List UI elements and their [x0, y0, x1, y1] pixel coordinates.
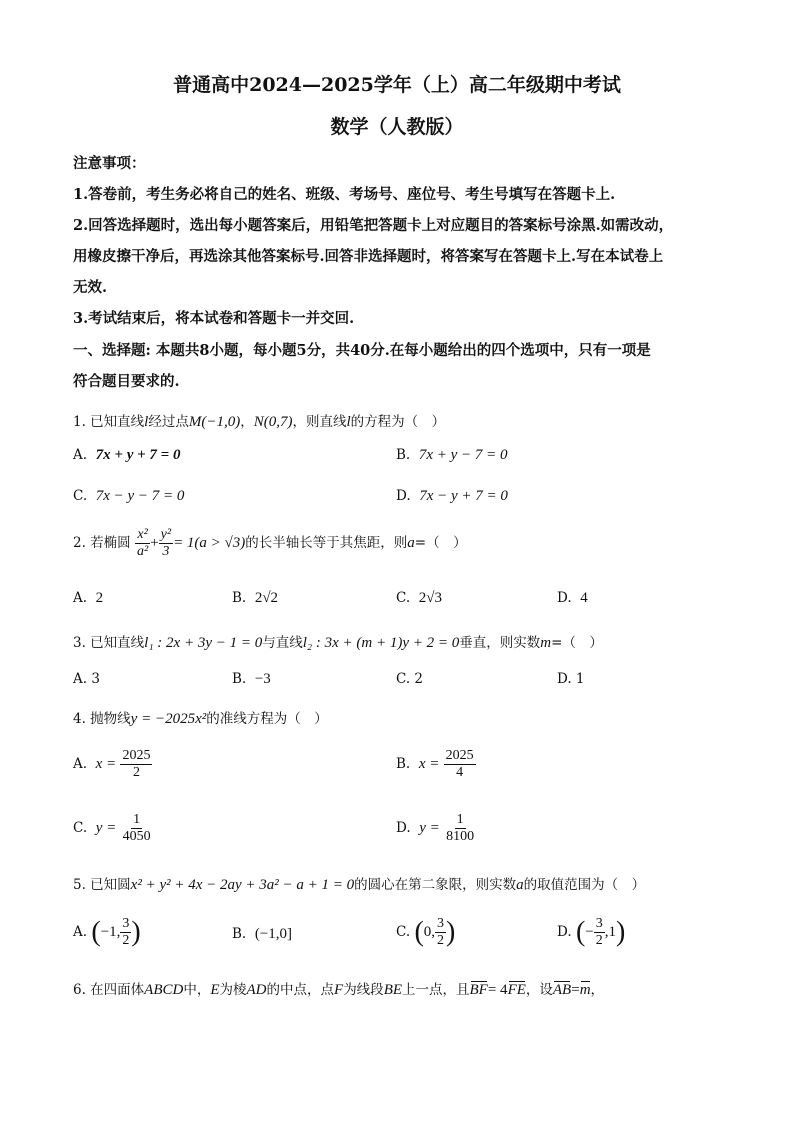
- option-value: 2: [95, 590, 104, 606]
- denominator: 4: [456, 765, 464, 780]
- q6-eq: =: [571, 982, 580, 998]
- notice-item-2: 2.回答选择题时，选出每小题答案后，用铅笔把答题卡上对应题目的答案标号涂黑.如需改动，: [73, 217, 674, 234]
- option-label: A.: [73, 590, 88, 606]
- q1-text: 经过点: [148, 414, 189, 430]
- q1-option-c[interactable]: [73, 488, 184, 505]
- q3-text: 与直线: [262, 635, 303, 651]
- q3-line-l1: l₁ : 2x + 3y − 1 = 0: [144, 635, 263, 651]
- option-fraction: [120, 916, 131, 949]
- q1-text: 1. 已知直线: [73, 414, 145, 430]
- q1-line-l: l: [346, 414, 351, 430]
- option-label: A.: [73, 756, 88, 772]
- q4-option-c[interactable]: [73, 812, 153, 845]
- q2-fraction-y: [159, 527, 173, 560]
- denominator: 2: [595, 933, 603, 948]
- option-value: 4: [580, 590, 588, 606]
- denominator: a²: [136, 544, 149, 559]
- notice-item-2-cont: 用橡皮擦干净后，再选涂其他答案标号.回答非选择题时，将答案写在答题卡上.写在本试卷上: [73, 248, 664, 265]
- q6-text: 为棱: [219, 982, 247, 998]
- denominator: 2: [122, 933, 130, 948]
- q6-tetrahedron: ABCD: [144, 982, 184, 998]
- q2-option-a[interactable]: [73, 590, 103, 607]
- option-pre: 0,: [423, 924, 436, 940]
- numerator: 2025: [122, 748, 151, 763]
- q3-line-l2: l₂ : 3x + (m + 1)y + 2 = 0: [302, 635, 460, 651]
- option-label: B.: [396, 756, 411, 772]
- q1-line-l: l: [144, 414, 149, 430]
- option-lhs: x =: [418, 756, 440, 772]
- option-value: 7x + y + 7 = 0: [95, 447, 181, 463]
- q6-text: ，设: [525, 982, 553, 998]
- exam-title: 普通高中2024—2025学年（上）高二年级期中考试: [173, 74, 621, 96]
- q6-text: 中，: [183, 982, 211, 998]
- q5-option-c[interactable]: [396, 916, 455, 949]
- q5-text: 5. 已知圆: [73, 877, 131, 893]
- denominator: 4050: [122, 829, 151, 844]
- q5-option-d[interactable]: [557, 916, 625, 949]
- numerator: y²: [160, 527, 172, 542]
- option-label: C.: [396, 924, 411, 940]
- option-label: B.: [232, 926, 247, 942]
- paren: (: [414, 916, 424, 948]
- q6-point-f: F: [334, 982, 344, 998]
- exam-subtitle: 数学（人教版）: [330, 116, 464, 138]
- q5-option-a[interactable]: [73, 916, 141, 949]
- paren: ): [446, 916, 456, 948]
- question-2-stem: [73, 527, 467, 560]
- denominator: 3: [162, 544, 170, 559]
- paren: (: [91, 916, 101, 948]
- q6-vector-fe: FE: [507, 982, 526, 998]
- option-label: C.: [396, 590, 411, 606]
- q3-option-b[interactable]: [232, 671, 271, 688]
- numerator: x²: [137, 527, 148, 542]
- notice-item-1: 1.答卷前，考生务必将自己的姓名、班级、考场号、座位号、考生号填写在答题卡上.: [73, 186, 616, 203]
- option-value: 7x − y − 7 = 0: [95, 488, 185, 504]
- section-heading: 一、选择题: 本题共8小题，每小题5分，共40分.在每小题给出的四个选项中，只有一项是: [73, 342, 651, 359]
- q5-option-b[interactable]: [232, 926, 292, 943]
- numerator: 1: [456, 812, 464, 827]
- option-label: D.: [396, 488, 411, 504]
- q5-var-a: a: [516, 877, 524, 893]
- q1-text: 的方程为（ ）: [350, 414, 446, 430]
- denominator: 2: [132, 765, 140, 780]
- q3-option-d[interactable]: [557, 671, 585, 687]
- q5-text: 的取值范围为（ ）: [523, 877, 646, 893]
- q6-segment-be: BE: [383, 982, 403, 998]
- option-label: A.: [73, 447, 88, 463]
- q3-text: 3. 已知直线: [73, 635, 145, 651]
- q1-point-n: N(0,7): [253, 414, 293, 430]
- option-lhs: y =: [419, 820, 440, 836]
- q4-text: 4. 抛物线: [73, 711, 131, 727]
- q2-var-a: a: [407, 535, 415, 551]
- q3-var-m: m: [540, 635, 552, 651]
- q6-point-e: E: [210, 982, 220, 998]
- option-pre: −1,: [100, 924, 121, 940]
- option-value: −3: [254, 671, 271, 687]
- q2-text: 的长半轴长等于其焦距，则: [245, 535, 408, 551]
- q1-option-d[interactable]: [396, 488, 508, 505]
- option-lhs: y =: [95, 820, 117, 836]
- option-pre: −: [585, 924, 594, 940]
- q6-eq: = 4: [487, 982, 508, 998]
- q4-option-a[interactable]: [73, 748, 152, 781]
- notice-heading: 注意事项：: [73, 155, 146, 172]
- paren: ): [131, 916, 141, 948]
- q2-text: 2. 若椭圆: [73, 535, 131, 551]
- q4-option-d[interactable]: [396, 812, 476, 845]
- option-label: B.: [396, 447, 411, 463]
- q6-vector-ab: AB: [552, 982, 572, 998]
- numerator: 3: [122, 916, 130, 931]
- notice-item-2-end: 无效.: [73, 279, 108, 296]
- option-label: D.: [557, 924, 572, 940]
- q5-equation: x² + y² + 4x − 2ay + 3a² − a + 1 = 0: [130, 877, 355, 893]
- paren: ): [615, 916, 626, 948]
- question-3-stem: [73, 631, 603, 652]
- numerator: 3: [595, 916, 603, 931]
- q4-option-b[interactable]: [396, 748, 476, 781]
- question-1-stem: [73, 410, 445, 431]
- q3-option-a[interactable]: [73, 671, 100, 687]
- q2-condition: = 1(a > √3): [173, 535, 246, 551]
- option-label: B.: [232, 671, 247, 687]
- q1-point-m: M(−1,0): [188, 414, 241, 430]
- option-value: 7x + y − 7 = 0: [418, 447, 508, 463]
- q6-text: ，: [590, 982, 605, 998]
- option-label: C.: [73, 820, 88, 836]
- q1-option-a[interactable]: [73, 447, 180, 464]
- numerator: 3: [437, 916, 445, 931]
- section-heading-cont: 符合题目要求的.: [73, 373, 180, 390]
- plus-sign: +: [150, 535, 159, 551]
- notice-item-3: 3.考试结束后，将本试卷和答题卡一并交回.: [73, 310, 355, 327]
- q6-vector-m: m: [579, 982, 591, 998]
- q2-text: =（ ）: [414, 535, 467, 551]
- option-fraction: [444, 812, 476, 845]
- q2-fraction-x: [135, 527, 150, 560]
- q2-option-d[interactable]: [557, 590, 588, 607]
- q4-text: 的准线方程为（ ）: [206, 711, 328, 727]
- option-value: D. 1: [557, 671, 585, 687]
- q6-text: 为线段: [343, 982, 384, 998]
- option-value: A. 3: [73, 671, 100, 687]
- q1-option-b[interactable]: [396, 447, 508, 464]
- option-fraction: [435, 916, 446, 949]
- option-value: C. 2: [396, 671, 424, 687]
- option-post: ,1: [604, 924, 616, 940]
- q2-option-c[interactable]: [396, 590, 442, 607]
- denominator: 2: [437, 933, 445, 948]
- q3-text: 垂直，则实数: [459, 635, 541, 651]
- q5-text: 的圆心在第二象限，则实数: [354, 877, 517, 893]
- q6-text: 上一点，且: [402, 982, 470, 998]
- q2-option-b[interactable]: [232, 590, 278, 607]
- question-4-stem: [73, 707, 328, 728]
- q3-text: =（ ）: [551, 635, 603, 651]
- option-value: (−1,0]: [254, 926, 293, 942]
- option-label: A.: [73, 924, 88, 940]
- denominator: 8100: [446, 829, 475, 844]
- option-label: D.: [396, 820, 411, 836]
- option-label: C.: [73, 488, 88, 504]
- q1-text: ，则直线: [292, 414, 347, 430]
- question-6-stem: [73, 978, 604, 999]
- option-fraction: [594, 916, 605, 949]
- option-fraction: [121, 812, 153, 845]
- numerator: 1: [133, 812, 141, 827]
- q6-edge-ad: AD: [246, 982, 267, 998]
- q3-option-c[interactable]: [396, 671, 423, 687]
- option-value: 2√2: [254, 590, 279, 606]
- q6-text: 6. 在四面体: [73, 982, 145, 998]
- option-value: 7x − y + 7 = 0: [419, 488, 508, 504]
- option-label: B.: [232, 590, 247, 606]
- q4-equation: y = −2025x²: [130, 711, 207, 727]
- q1-sep: ，: [240, 414, 254, 430]
- option-value: 2√3: [418, 590, 442, 606]
- q6-text: 的中点，点: [266, 982, 335, 998]
- option-label: D.: [557, 590, 572, 606]
- question-5-stem: [73, 873, 645, 894]
- numerator: 2025: [445, 748, 474, 763]
- option-fraction: [444, 748, 476, 781]
- paren: (: [575, 916, 586, 948]
- option-lhs: x =: [95, 756, 117, 772]
- option-fraction: [120, 748, 152, 781]
- q6-vector-bf: BF: [469, 982, 488, 998]
